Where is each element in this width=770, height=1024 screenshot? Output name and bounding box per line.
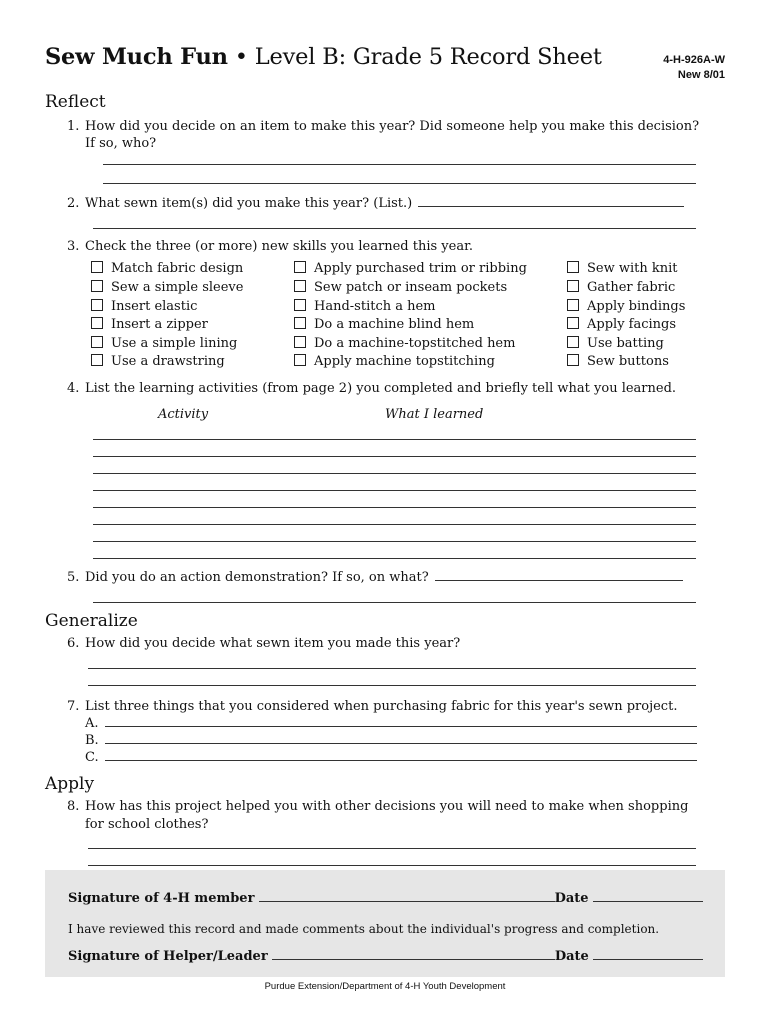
- question-3-number: 3.: [67, 239, 80, 254]
- leader-signature-label: Signature of Helper/Leader: [68, 949, 268, 964]
- form-edition: New 8/01: [677, 69, 725, 81]
- checkbox-icon[interactable]: [91, 261, 103, 273]
- skill-label: Apply facings: [587, 317, 677, 332]
- answer-c-label: C.: [85, 750, 99, 765]
- question-2: [67, 196, 684, 212]
- leader-date-label: Date: [554, 949, 589, 964]
- question-8-number: 8.: [67, 799, 80, 814]
- answer-line-q5-inline[interactable]: [435, 580, 683, 581]
- question-5: [67, 570, 683, 586]
- question-5-number: 5.: [67, 570, 80, 585]
- skill-checkbox-patch-pockets[interactable]: [294, 280, 507, 296]
- answer-line-q7-b[interactable]: [105, 743, 697, 744]
- activity-line-6[interactable]: [93, 524, 696, 525]
- skill-label: Hand-stitch a hem: [314, 299, 436, 314]
- section-heading-apply: Apply: [45, 774, 95, 794]
- member-date-label: Date: [554, 891, 589, 906]
- question-7-answer-b: [85, 733, 697, 749]
- page-title: [45, 44, 602, 70]
- learned-column-header: What I learned: [385, 407, 484, 422]
- skill-label: Apply purchased trim or ribbing: [314, 261, 527, 276]
- skill-checkbox-gather-fabric[interactable]: [567, 280, 675, 296]
- form-code: 4-H-926A-W: [663, 54, 725, 66]
- question-6-text: How did you decide what sewn item you made this year?: [85, 636, 461, 651]
- signature-panel: [45, 870, 725, 977]
- footer-credit: Purdue Extension/Department of 4-H Youth Development: [264, 981, 506, 992]
- checkbox-icon[interactable]: [91, 354, 103, 366]
- checkbox-icon[interactable]: [91, 336, 103, 348]
- skill-label: Use batting: [587, 336, 664, 351]
- question-6: [67, 636, 460, 652]
- activity-line-4[interactable]: [93, 490, 696, 491]
- checkbox-icon[interactable]: [567, 280, 579, 292]
- checkbox-icon[interactable]: [294, 317, 306, 329]
- question-1-number: 1.: [67, 119, 80, 134]
- title-program: Sew Much Fun: [45, 44, 228, 70]
- skill-checkbox-machine-topstitching[interactable]: [294, 354, 495, 370]
- skill-label: Sew buttons: [587, 354, 669, 369]
- member-signature-field[interactable]: [259, 901, 555, 902]
- skill-label: Sew with knit: [587, 261, 678, 276]
- checkbox-icon[interactable]: [567, 354, 579, 366]
- answer-line-q5-b[interactable]: [93, 602, 696, 603]
- question-4: [67, 381, 676, 397]
- checkbox-icon[interactable]: [294, 354, 306, 366]
- answer-line-q1-b[interactable]: [103, 183, 696, 184]
- activity-line-1[interactable]: [93, 439, 696, 440]
- skill-checkbox-machine-blind-hem[interactable]: [294, 317, 474, 333]
- answer-line-q2-b[interactable]: [93, 228, 696, 229]
- member-signature-label: Signature of 4-H member: [68, 891, 255, 906]
- member-date-field[interactable]: [593, 901, 703, 902]
- answer-line-q7-c[interactable]: [105, 760, 697, 761]
- skill-label: Do a machine blind hem: [314, 317, 475, 332]
- skill-checkbox-use-batting[interactable]: [567, 336, 664, 352]
- question-5-text: Did you do an action demonstration? If so, on what?: [85, 570, 429, 585]
- review-statement: I have reviewed this record and made comments about the individual's progress and completion.: [68, 922, 660, 936]
- checkbox-icon[interactable]: [91, 317, 103, 329]
- skill-checkbox-insert-zipper[interactable]: [91, 317, 208, 333]
- skill-checkbox-drawstring[interactable]: [91, 354, 225, 370]
- question-7: [67, 699, 677, 715]
- section-heading-generalize: Generalize: [45, 611, 138, 631]
- activity-line-2[interactable]: [93, 456, 696, 457]
- member-signature-row: [68, 891, 703, 906]
- skill-label: Sew a simple sleeve: [111, 280, 244, 295]
- activity-column-header: Activity: [158, 407, 209, 422]
- activity-line-5[interactable]: [93, 507, 696, 508]
- question-2-number: 2.: [67, 196, 80, 211]
- skill-checkbox-sew-simple-sleeve[interactable]: [91, 280, 243, 296]
- skill-checkbox-purchased-trim[interactable]: [294, 261, 527, 277]
- skill-label: Insert a zipper: [111, 317, 208, 332]
- answer-a-label: A.: [85, 716, 99, 731]
- answer-line-q6-b[interactable]: [88, 685, 696, 686]
- question-3: [67, 239, 473, 255]
- answer-line-q6-a[interactable]: [88, 668, 696, 669]
- question-3-text: Check the three (or more) new skills you learned this year.: [85, 239, 473, 254]
- skill-checkbox-simple-lining[interactable]: [91, 336, 237, 352]
- skill-label: Sew patch or inseam pockets: [314, 280, 508, 295]
- skill-checkbox-apply-bindings[interactable]: [567, 299, 685, 315]
- question-2-text: What sewn item(s) did you make this year? (List.): [85, 196, 413, 211]
- checkbox-icon[interactable]: [294, 261, 306, 273]
- skill-checkbox-topstitched-hem[interactable]: [294, 336, 515, 352]
- skill-checkbox-sew-buttons[interactable]: [567, 354, 669, 370]
- skill-checkbox-hand-stitch-hem[interactable]: [294, 299, 436, 315]
- skill-checkbox-match-fabric-design[interactable]: [91, 261, 243, 277]
- answer-line-q8-b[interactable]: [88, 865, 696, 866]
- question-7-answer-a: [85, 716, 697, 732]
- answer-line-q8-a[interactable]: [88, 848, 696, 849]
- skill-checkbox-insert-elastic[interactable]: [91, 299, 197, 315]
- form-code-block: [663, 53, 725, 83]
- activity-line-7[interactable]: [93, 541, 696, 542]
- checkbox-icon[interactable]: [567, 336, 579, 348]
- checkbox-icon[interactable]: [294, 336, 306, 348]
- leader-date-field[interactable]: [593, 959, 703, 960]
- checkbox-icon[interactable]: [567, 299, 579, 311]
- skill-checkbox-apply-facings[interactable]: [567, 317, 676, 333]
- question-8: [67, 799, 688, 815]
- skill-label: Insert elastic: [111, 299, 198, 314]
- skill-label: Match fabric design: [111, 261, 244, 276]
- checkbox-icon[interactable]: [91, 280, 103, 292]
- question-8-text-line1: How has this project helped you with other decisions you will need to make when shopping: [85, 799, 689, 814]
- question-1: [67, 119, 699, 135]
- question-4-number: 4.: [67, 381, 80, 396]
- skill-label: Apply bindings: [587, 299, 686, 314]
- answer-line-q2-inline[interactable]: [418, 206, 684, 207]
- checkbox-icon[interactable]: [294, 299, 306, 311]
- question-7-text: List three things that you considered when purchasing fabric for this year's sewn project.: [85, 699, 678, 714]
- checkbox-icon[interactable]: [567, 317, 579, 329]
- question-6-number: 6.: [67, 636, 80, 651]
- skill-label: Apply machine topstitching: [314, 354, 495, 369]
- question-7-number: 7.: [67, 699, 80, 714]
- title-level: • Level B: Grade 5 Record Sheet: [227, 44, 602, 70]
- section-heading-reflect: Reflect: [45, 92, 106, 112]
- skill-label: Use a simple lining: [111, 336, 238, 351]
- activity-line-3[interactable]: [93, 473, 696, 474]
- leader-signature-row: [68, 949, 703, 964]
- answer-line-q7-a[interactable]: [105, 726, 697, 727]
- leader-signature-field[interactable]: [272, 959, 555, 960]
- checkbox-icon[interactable]: [294, 280, 306, 292]
- answer-b-label: B.: [85, 733, 99, 748]
- question-1-text-line1: How did you decide on an item to make this year? Did someone help you make this decision?: [85, 119, 700, 134]
- skill-checkbox-sew-with-knit[interactable]: [567, 261, 678, 277]
- skill-label: Gather fabric: [587, 280, 676, 295]
- answer-line-q1-a[interactable]: [103, 164, 696, 165]
- activity-line-8[interactable]: [93, 558, 696, 559]
- skill-label: Use a drawstring: [111, 354, 225, 369]
- checkbox-icon[interactable]: [91, 299, 103, 311]
- question-8-text-line2: for school clothes?: [85, 817, 209, 832]
- question-7-answer-c: [85, 750, 697, 766]
- question-4-text: List the learning activities (from page 2) you completed and briefly tell what you learned.: [85, 381, 677, 396]
- checkbox-icon[interactable]: [567, 261, 579, 273]
- skill-label: Do a machine-topstitched hem: [314, 336, 516, 351]
- question-1-text-line2: If so, who?: [85, 136, 157, 151]
